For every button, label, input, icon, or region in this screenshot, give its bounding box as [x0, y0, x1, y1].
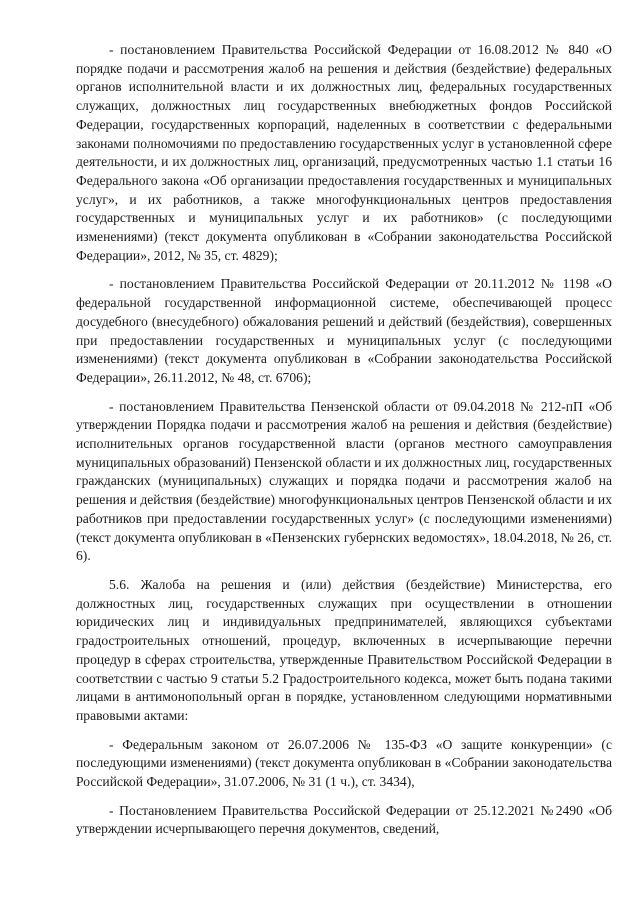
paragraph-law-135fz: - Федеральным законом от 26.07.2006 № 135-ФЗ «О защите конкуренции» (с последующими изменениями) (текст документа опубликован в «Собрании законодательства Российской Федерации», 31.07.2006, № 31 (1 ч.), ст. 3434),	[76, 736, 612, 790]
paragraph-decree-1198: - постановлением Правительства Российской Федерации от 20.11.2012 № 1198 «О федеральной государственной информационной системе, обеспечивающей процесс досудебного (внесудебного) обжалования решений и действий (бездействия), совершенных при предоставлении государственных и муниципальных услуг (с последующими изменениями) (текст документа опубликован в «Собрании законодательства Российской Федерации», 26.11.2012, № 48, ст. 6706);	[76, 276, 612, 385]
paragraph-decree-840: - постановлением Правительства Российской Федерации от 16.08.2012 № 840 «О порядке подачи и рассмотрения жалоб на решения и действия (бездействие) федеральных органов исполнительной власти и их должностных лиц, федеральных государственных служащих, должностных лиц государственных внебюджетных фондов Российской Федерации, государственных корпораций, наделенных в соответствии с федеральными законами полномочиями по предоставлению государственных услуг в установленной сфере деятельности, и их должностных лиц, организаций, предусмотренных частью 1.1 статьи 16 Федерального закона «Об организации предоставления государственных и муниципальных услуг», и их работников, а также многофункциональных центров предоставления государственных и муниципальных услуг и их работников» (с последующими изменениями) (текст документа опубликован в «Собрании законодательства Российской Федерации», 2012, № 35, ст. 4829);	[76, 42, 612, 263]
paragraph-decree-2490: - Постановлением Правительства Российской Федерации от 25.12.2021 №2490 «Об утверждении исчерпывающего перечня документов, сведений,	[76, 802, 612, 837]
paragraph-decree-212pp: - постановлением Правительства Пензенской области от 09.04.2018 № 212-пП «Об утверждении Порядка подачи и рассмотрения жалоб на решения и действия (бездействие) исполнительных органов государственной власти (органов местного самоуправления муниципальных образований) Пензенской области и их должностных лиц, государственных гражданских (муниципальных) служащих и порядка подачи и рассмотрения жалоб на решения и действия (бездействие) многофункциональных центров Пензенской области и их работников при предоставлении государственных услуг» (с последующими изменениями) (текст документа опубликован в «Пензенских губернских ведомостях», 18.04.2018, № 26, ст. 6).	[76, 398, 612, 564]
paragraph-clause-5-6: 5.6. Жалоба на решения и (или) действия (бездействие) Министерства, его должностных лиц, государственных служащих при осуществлении в отношении юридических лиц и индивидуальных предпринимателей, являющихся субъектами градостроительных отношений, процедур, включенных в исчерпывающие перечни процедур в сферах строительства, утвержденные Правительством Российской Федерации в соответствии с частью 9 статьи 5.2 Градостроительного кодекса, может быть подана такими лицами в антимонопольный орган в порядке, установленном следующими нормативными правовыми актами:	[76, 576, 612, 723]
